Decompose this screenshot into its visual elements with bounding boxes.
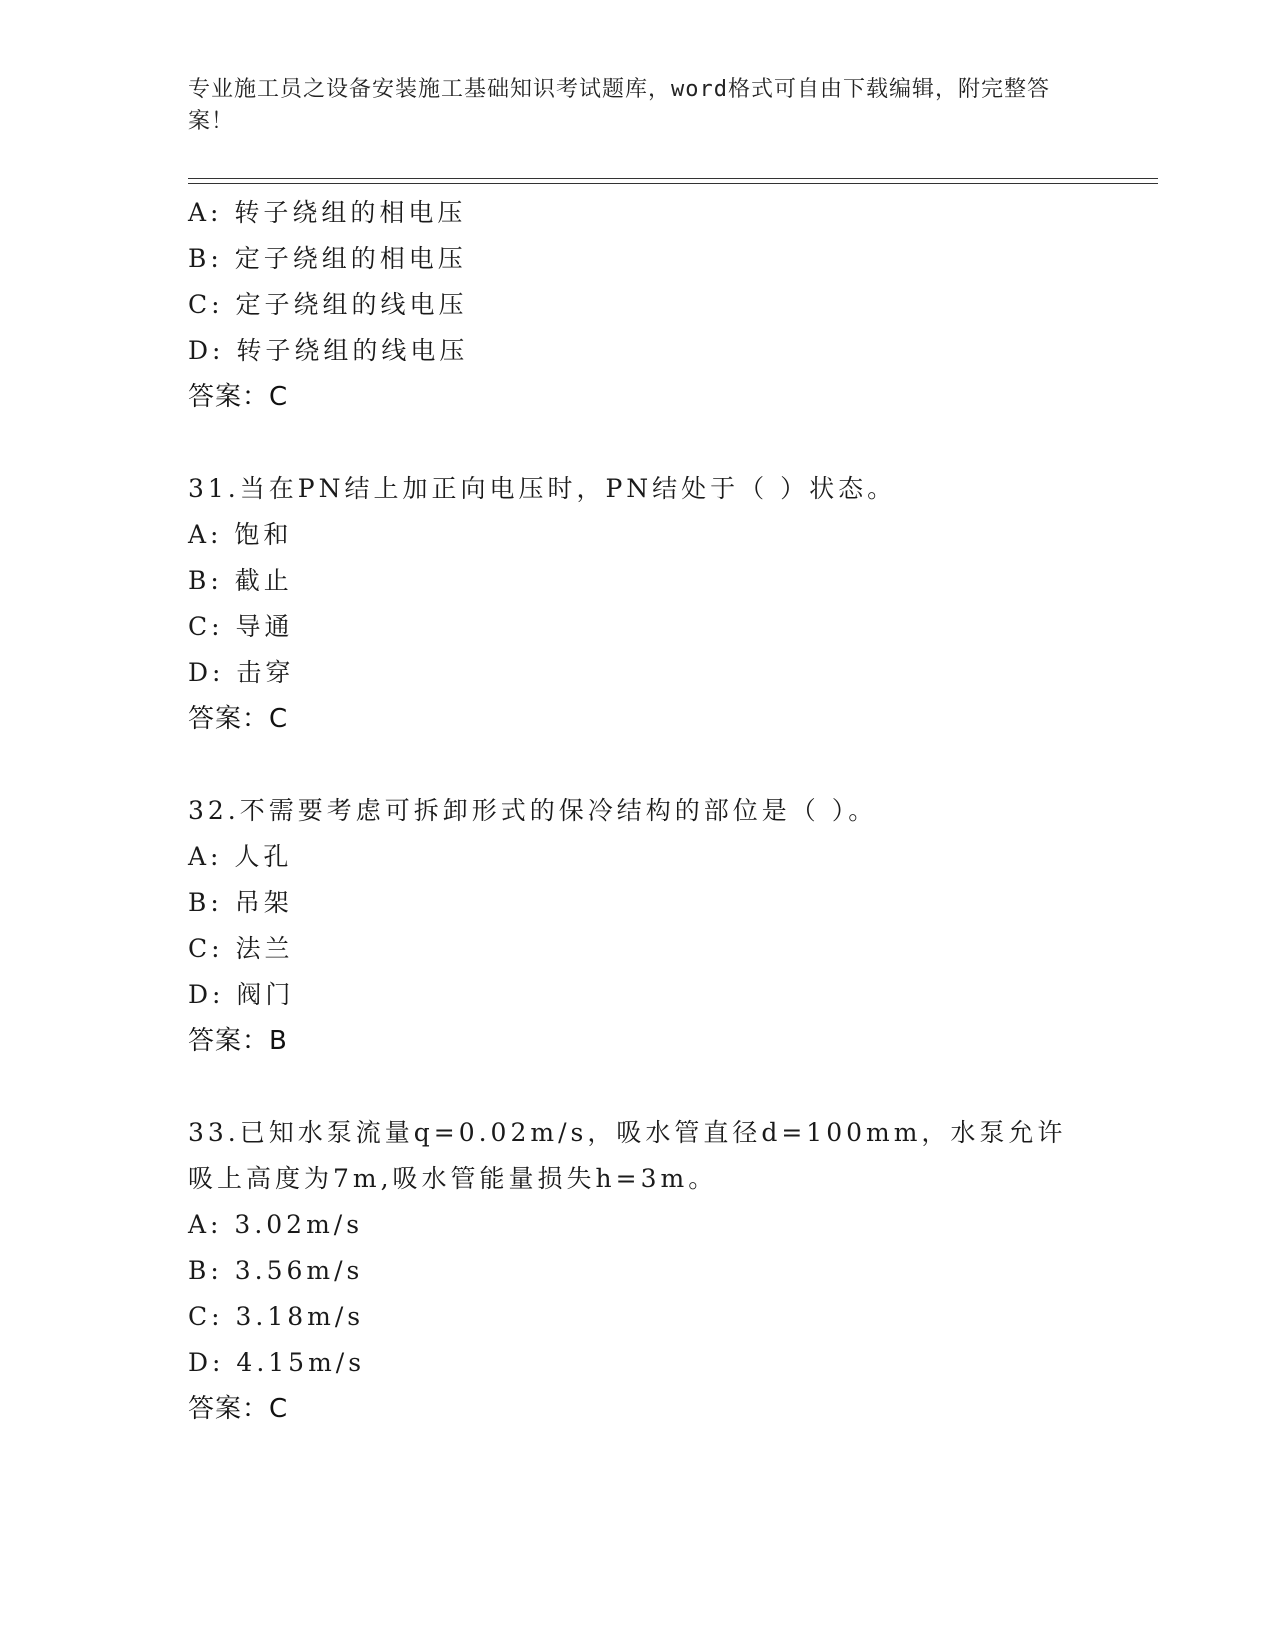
header-divider-top: [188, 178, 1158, 179]
spacer: [188, 742, 1088, 788]
question-stem: 32.不需要考虑可拆卸形式的保冷结构的部位是（ ）。: [188, 796, 878, 825]
question-list: [188, 190, 1088, 1432]
option-d: D: 4.15m/s: [188, 1348, 366, 1377]
option-c: C: 法兰: [188, 934, 294, 963]
question-stem: 31.当在PN结上加正向电压时，PN结处于（ ）状态。: [188, 474, 897, 503]
option-a: A: 饱和: [188, 520, 293, 549]
question-item: [188, 1110, 1088, 1432]
option-c: C: 定子绕组的线电压: [188, 290, 468, 319]
option-a: A: 3.02m/s: [188, 1210, 364, 1239]
option-a: A: 人孔: [188, 842, 293, 871]
option-b: B: 截止: [188, 566, 293, 595]
option-d: D: 击穿: [188, 658, 295, 687]
question-item: [188, 788, 1088, 1064]
option-d: D: 转子绕组的线电压: [188, 336, 469, 365]
answer-line: 答案：B: [188, 1026, 288, 1056]
option-c: C: 导通: [188, 612, 294, 641]
option-d: D: 阀门: [188, 980, 295, 1009]
option-b: B: 吊架: [188, 888, 293, 917]
option-c: C: 3.18m/s: [188, 1302, 365, 1331]
question-stem: 33.已知水泵流量q=0.02m/s，吸水管直径d=100mm，水泵允许吸上高度为7m,吸水管能量损失h=3m。: [188, 1118, 1067, 1193]
option-b: B: 定子绕组的相电压: [188, 244, 467, 273]
header-divider-bottom: [188, 183, 1158, 184]
spacer: [188, 1064, 1088, 1110]
question-item: [188, 466, 1088, 742]
answer-line: 答案：C: [188, 1394, 289, 1424]
answer-line: 答案：C: [188, 382, 289, 412]
option-a: A: 转子绕组的相电压: [188, 198, 467, 227]
spacer: [188, 420, 1088, 466]
option-b: B: 3.56m/s: [188, 1256, 364, 1285]
answer-line: 答案：C: [188, 704, 289, 734]
question-item: [188, 190, 1088, 420]
document-header: 专业施工员之设备安装施工基础知识考试题库，word格式可自由下载编辑，附完整答案！: [188, 77, 1050, 134]
